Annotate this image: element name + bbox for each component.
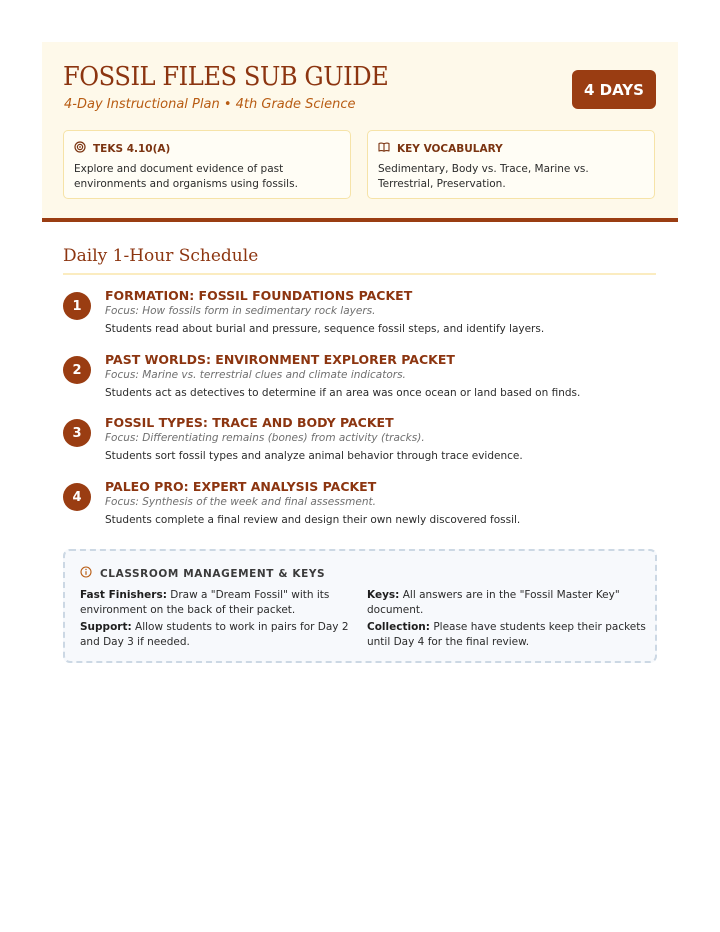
fast-finishers-note [80,588,365,617]
note-text: Allow students to work in pairs for Day 2 and Day 3 if needed. [80,621,349,648]
days-badge: 4 DAYS [572,70,656,109]
vocabulary-body: Sedimentary, Body vs. Trace, Marine vs. Terrestrial, Preservation. [378,163,589,190]
management-heading: CLASSROOM MANAGEMENT & KEYS [100,567,326,580]
schedule-item-description: Students act as detectives to determine if an area was once ocean or land based on finds. [105,387,581,399]
day-number-badge: 3 [63,419,91,447]
teks-heading-row [74,141,340,156]
schedule-item-focus: Focus: Synthesis of the week and final assessment. [105,496,376,508]
guide-header [42,42,678,222]
note-text: Please have students keep their packets until Day 4 for the final review. [367,621,646,648]
note-label: Collection: [367,621,430,633]
note-text: Draw a "Dream Fossil" with its environment on the back of their packet. [80,589,330,616]
note-label: Support: [80,621,132,633]
day-number-badge: 4 [63,483,91,511]
teks-heading: TEKS 4.10(A) [93,142,171,155]
vocabulary-heading-row [378,141,644,156]
page-title: FOSSIL FILES SUB GUIDE [63,62,389,92]
teks-box [63,130,351,199]
info-icon [80,566,92,581]
note-text: All answers are in the "Fossil Master Key" document. [367,589,620,616]
keys-note [367,588,652,617]
schedule-title: Daily 1-Hour Schedule [63,246,259,266]
schedule-item-title: FORMATION: FOSSIL FOUNDATIONS PACKET [105,288,413,303]
book-icon [378,141,390,156]
schedule-divider [63,273,656,275]
day-number-badge: 2 [63,356,91,384]
schedule-item-focus: Focus: How fossils form in sedimentary rock layers. [105,305,376,317]
vocabulary-box [367,130,655,199]
support-note [80,620,365,649]
schedule-item-focus: Focus: Marine vs. terrestrial clues and climate indicators. [105,369,406,381]
page-subtitle: 4-Day Instructional Plan • 4th Grade Science [64,97,356,112]
schedule-item-title: PALEO PRO: EXPERT ANALYSIS PACKET [105,479,377,494]
schedule-item-focus: Focus: Differentiating remains (bones) from activity (tracks). [105,432,425,444]
note-label: Keys: [367,589,400,601]
schedule-item-description: Students read about burial and pressure, sequence fossil steps, and identify layers. [105,323,545,335]
schedule-item-title: FOSSIL TYPES: TRACE AND BODY PACKET [105,415,394,430]
vocabulary-heading: KEY VOCABULARY [397,142,503,155]
collection-note [367,620,652,649]
day-number-badge: 1 [63,292,91,320]
note-label: Fast Finishers: [80,589,167,601]
classroom-management-box [63,549,657,663]
teks-body: Explore and document evidence of past environments and organisms using fossils. [74,163,298,190]
management-heading-row [80,566,325,581]
schedule-item-description: Students complete a final review and design their own newly discovered fossil. [105,514,521,526]
schedule-item-description: Students sort fossil types and analyze animal behavior through trace evidence. [105,450,523,462]
schedule-item-title: PAST WORLDS: ENVIRONMENT EXPLORER PACKET [105,352,455,367]
target-icon [74,141,86,156]
